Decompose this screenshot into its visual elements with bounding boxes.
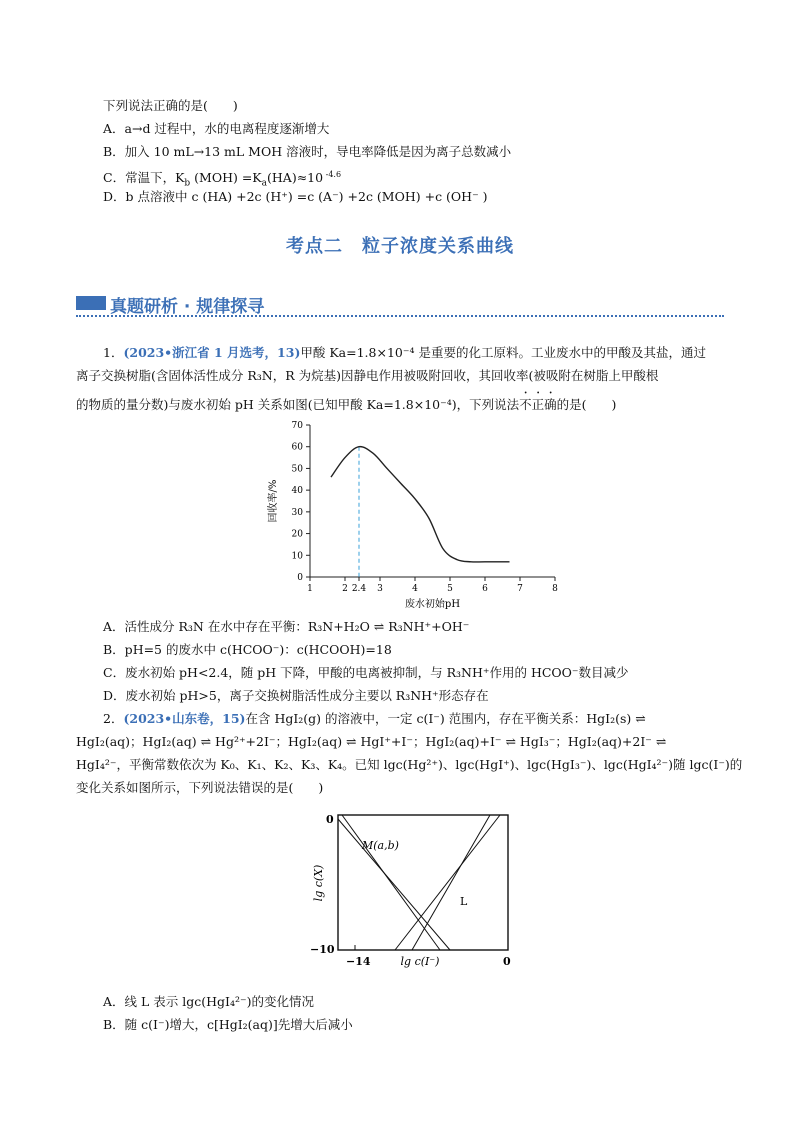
q1-line2: 离子交换树脂(含固体活性成分 R₃N，R 为烷基)因静电作用被吸附回收，其回收率(被吸附在树脂上甲酸根	[76, 368, 659, 383]
chart2-y10: −10	[310, 943, 335, 956]
subsection-bar	[76, 296, 106, 310]
chart1-y-label: 回收率/%	[268, 479, 279, 523]
chart1-y-tick-label: 50	[291, 464, 303, 475]
chart1-y-tick-label: 20	[291, 529, 303, 540]
mercury-iodide-chart	[300, 805, 530, 975]
recovery-rate-chart	[260, 415, 570, 615]
q1-line3: 的物质的量分数)与废水初始 pH 关系如图(已知甲酸 Ka=1.8×10⁻⁴)，下列说法不正确的是( )	[76, 397, 617, 412]
chart2-frame	[338, 815, 508, 950]
chart1-x-tick-label: 1	[307, 584, 313, 594]
chart2-line-3	[412, 815, 490, 950]
subsection-title: 真题研析 · 规律探寻	[110, 297, 265, 317]
subsection-rule	[76, 315, 724, 317]
chart1-x-tick-label: 4	[412, 584, 418, 594]
chart1-x-tick-label: 7	[517, 584, 523, 594]
q2-line4: 变化关系如图所示，下列说法错误的是( )	[76, 780, 324, 795]
chart2-x-label: lg c(I⁻)	[400, 955, 440, 968]
chart1-y-tick-label: 40	[291, 486, 303, 497]
chart2-line-2	[342, 815, 440, 950]
chart1-x-tick-label: 2	[342, 584, 348, 594]
q1-line1: 1．(2023•浙江省 1 月选考，13)甲酸 Ka=1.8×10⁻⁴ 是重要的化工原料。工业废水中的甲酸及其盐，通过	[103, 345, 706, 360]
chart1-y-tick-label: 30	[291, 507, 303, 518]
q1-source: (2023•浙江省 1 月选考，13)	[123, 345, 301, 360]
chart2-point-label: M(a,b)	[362, 839, 399, 852]
chart2-line-label: L	[460, 895, 468, 908]
chart2-x14: −14	[346, 955, 371, 968]
q0-stem: 下列说法正确的是( )	[103, 98, 238, 113]
section-title: 考点二 粒子浓度关系曲线	[286, 236, 514, 257]
chart1-axes	[310, 425, 555, 577]
chart1-x-tick-label: 3	[377, 584, 383, 594]
chart1-y-tick-label: 60	[291, 442, 303, 453]
q2-line2: HgI₂(aq)；HgI₂(aq) ⇌ Hg²⁺+2I⁻；HgI₂(aq) ⇌ HgI⁺+I⁻；HgI₂(aq)+I⁻ ⇌ HgI₃⁻；HgI₂(aq)+2I⁻ ⇌	[76, 734, 667, 749]
q2-source: (2023•山东卷，15)	[123, 711, 246, 726]
chart1-x-tick-label: 5	[447, 584, 453, 594]
chart2-x0: 0	[503, 955, 511, 968]
chart1-y-tick-label: 10	[291, 551, 303, 562]
q2-line1: 2．(2023•山东卷，15)在含 HgI₂(g) 的溶液中，一定 c(I⁻) 范围内，存在平衡关系：HgI₂(s) ⇌	[103, 711, 646, 726]
chart1-y-ticks	[292, 421, 310, 583]
q1-option-b: B．pH=5 的废水中 c(HCOO⁻)：c(HCOOH)=18	[103, 642, 392, 657]
q2-option-a: A．线 L 表示 lgc(HgI₄²⁻)的变化情况	[103, 994, 314, 1009]
chart1-x-tick-label: 6	[482, 584, 488, 594]
chart2-y-label: lg c(X)	[312, 864, 325, 902]
chart1-x-label: 废水初始pH	[404, 599, 461, 610]
q2-option-b: B．随 c(I⁻)增大，c[HgI₂(aq)]先增大后减小	[103, 1017, 353, 1032]
chart1-x-tick-label: 8	[552, 584, 558, 594]
chart2-y0: 0	[326, 813, 334, 826]
q1-emphasis: 不正确	[519, 397, 557, 412]
chart1-y-tick-label: 70	[291, 421, 303, 431]
chart2-line-L	[395, 815, 500, 950]
q1-option-a: A．活性成分 R₃N 在水中存在平衡：R₃N+H₂O ⇌ R₃NH⁺+OH⁻	[103, 619, 470, 634]
q2-line3: HgI₄²⁻，平衡常数依次为 K₀、K₁、K₂、K₃、K₄。已知 lgc(Hg²⁺)、lgc(HgI⁺)、lgc(HgI₃⁻)、lgc(HgI₄²⁻)随 lgc(I⁻)的	[76, 757, 743, 772]
q0-option-d: D．b 点溶液中 c (HA) +2c (H⁺) =c (A⁻) +2c (MOH) +c (OH⁻ )	[103, 189, 488, 204]
q0-option-b: B．加入 10 mL→13 mL MOH 溶液时，导电率降低是因为离子总数减小	[103, 144, 512, 159]
q1-option-c: C．废水初始 pH<2.4，随 pH 下降，甲酸的电离被抑制，与 R₃NH⁺作用的 HCOO⁻数目减少	[103, 665, 629, 680]
chart1-x-tick-label: 2.4	[351, 584, 367, 594]
chart1-y-tick-label: 0	[297, 573, 303, 583]
chart1-x-ticks	[307, 577, 558, 594]
q0-option-a: A．a→d 过程中，水的电离程度逐渐增大	[103, 121, 330, 136]
q0-option-c: C．常温下，$K_b$ $(MOH) =K_a(HA)\approx 10$ $^{-4.6}$	[103, 170, 342, 189]
q1-option-d: D．废水初始 pH>5，离子交换树脂活性成分主要以 R₃NH⁺形态存在	[103, 688, 489, 703]
chart1-series-line	[331, 447, 510, 562]
